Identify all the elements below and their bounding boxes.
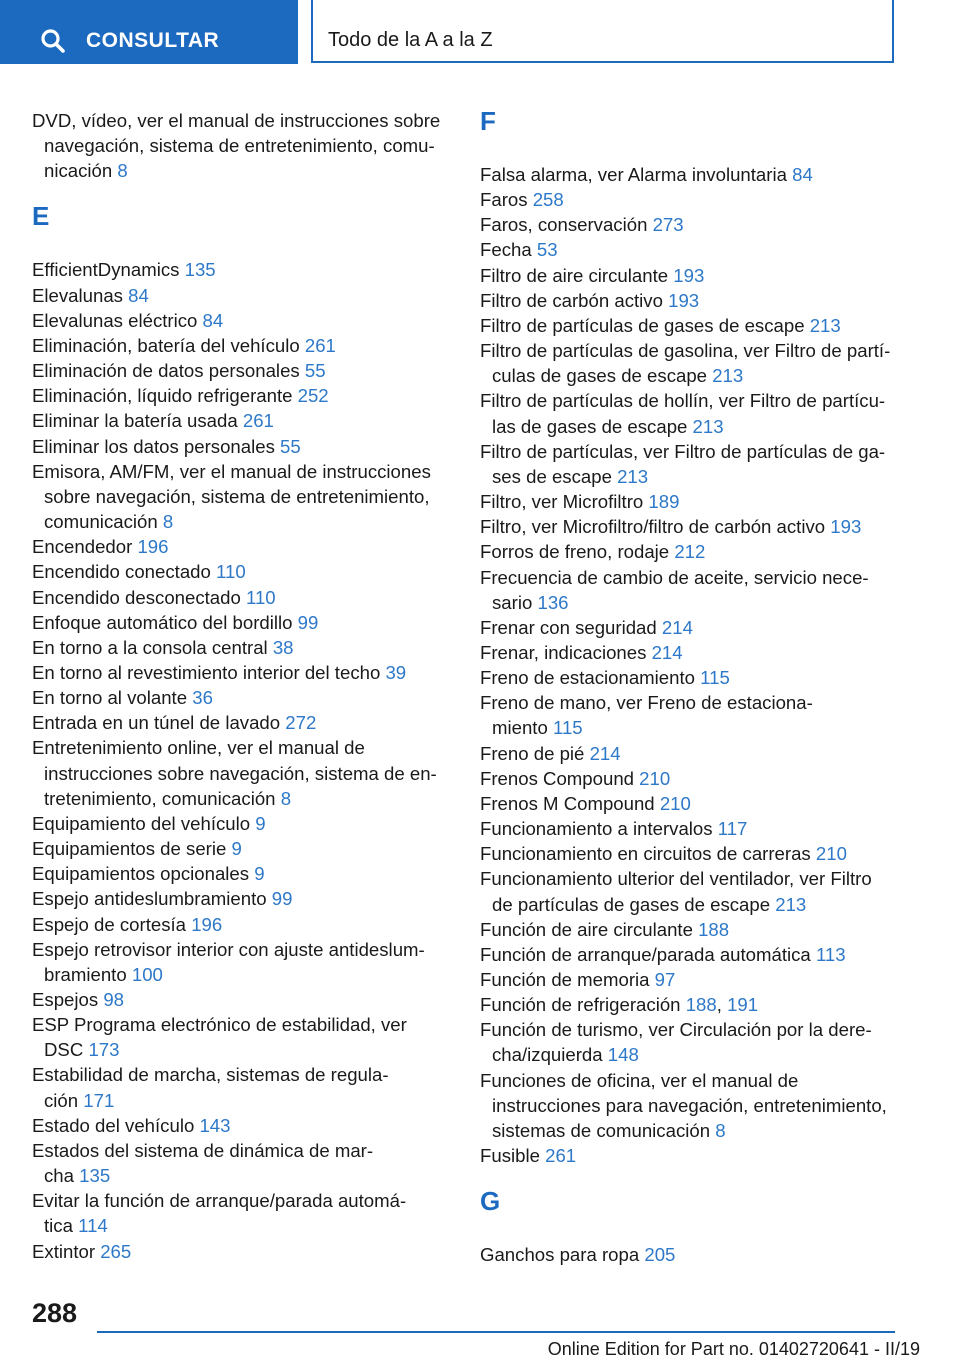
index-entry [32, 811, 452, 836]
edition-footer: Online Edition for Part no. 01402720641 - II/19 [547, 1339, 920, 1359]
index-entry-text: Encendido desconectado [32, 586, 241, 608]
page-reference-link[interactable]: 55 [280, 435, 301, 457]
index-entry [480, 539, 900, 564]
index-entry-text: Freno de pié [480, 742, 585, 764]
page-reference-link[interactable]: 8 [715, 1119, 726, 1141]
page-reference-link[interactable]: 210 [815, 843, 847, 865]
page-reference-link[interactable]: 9 [254, 863, 265, 885]
page-reference-link[interactable]: 148 [607, 1044, 639, 1066]
index-entry [32, 1113, 452, 1138]
index-entry [32, 1239, 452, 1264]
index-entry-text: Entrada en un túnel de lavado [32, 712, 281, 734]
consultar-button[interactable] [0, 0, 298, 64]
page-reference-link[interactable]: 84 [792, 164, 813, 185]
index-entry [480, 1017, 900, 1067]
index-entry-text: tretenimiento, comunicación [44, 787, 276, 809]
page-reference-link[interactable]: 213 [617, 465, 649, 487]
index-title-tab[interactable] [311, 0, 894, 63]
index-entry-text: Freno de estacionamiento [480, 667, 695, 689]
page-reference-link[interactable]: 9 [255, 812, 266, 834]
page-reference-link[interactable]: 100 [131, 963, 163, 985]
page-reference-link[interactable]: 189 [648, 491, 680, 513]
page-reference-link[interactable]: 115 [552, 717, 583, 739]
index-entry [480, 565, 900, 615]
search-icon [40, 28, 66, 54]
index-entry [32, 257, 452, 282]
page-reference-link[interactable]: 272 [285, 712, 317, 734]
index-column-right [480, 108, 900, 1267]
index-entry [480, 640, 900, 665]
index-entry [32, 333, 452, 358]
page-reference-link[interactable]: 214 [661, 616, 693, 638]
index-entry-text: sistemas de comunicación [492, 1119, 711, 1141]
index-entry [480, 665, 900, 690]
index-entry-text: Filtro de aire circulante [480, 264, 669, 286]
index-entry-text: Eliminar los datos personales [32, 435, 275, 457]
index-entry [480, 791, 900, 816]
page-reference-link[interactable]: 84 [202, 309, 224, 331]
index-entry [480, 741, 900, 766]
page-reference-link[interactable]: 188 [698, 918, 730, 940]
index-entry [480, 388, 900, 438]
index-entry-text: Estados del sistema de dinámica de mar- [32, 1139, 374, 1161]
index-entry-text: Filtro de partículas, ver Filtro de partículas de ga- [480, 440, 886, 462]
index-entry-text: ses de escape [492, 465, 612, 487]
index-entry-text: Espejo retrovisor interior con ajuste antideslum- [32, 938, 425, 960]
section-letter-heading: G [480, 1186, 501, 1217]
page-reference-link[interactable]: 193 [668, 289, 700, 311]
page-reference-link[interactable]: 210 [639, 767, 671, 789]
index-entry-text: Filtro de partículas de hollín, ver Filtro de partícu- [480, 390, 886, 412]
page-reference-link[interactable]: 135 [79, 1165, 111, 1187]
index-entry-text: Equipamiento del vehículo [32, 812, 251, 834]
index-entry [480, 338, 900, 388]
page-reference-link[interactable]: 84 [128, 284, 149, 306]
page-reference-link[interactable]: 261 [545, 1145, 577, 1167]
index-entry [32, 358, 452, 383]
index-entry [480, 841, 900, 866]
index-entry [32, 886, 452, 911]
index-entry: Función de refrigeración 188, 191 [480, 994, 759, 1016]
page-reference-link[interactable]: 143 [199, 1114, 231, 1136]
index-entry-text: Funciones de oficina, ver el manual de [480, 1069, 799, 1091]
page-reference-link[interactable]: 173 [88, 1039, 120, 1061]
index-entry-text: Estabilidad de marcha, sistemas de regula- [32, 1064, 389, 1086]
page-reference-link[interactable]: 99 [297, 611, 319, 633]
index-entry-text: navegación, sistema de entretenimiento, comu- [44, 135, 435, 157]
index-entry-text: En torno a la consola central [32, 636, 268, 658]
index-entry [32, 383, 452, 408]
index-entry-text: Frenar, indicaciones [480, 641, 647, 663]
index-entry-text: Forros de freno, rodaje [480, 541, 670, 563]
index-entry [480, 816, 900, 841]
page-reference-link[interactable]: 8 [162, 511, 174, 533]
index-entry-text: Frenar con seguridad [480, 616, 657, 638]
page-reference-link[interactable]: 115 [700, 667, 730, 689]
index-entry [480, 237, 900, 262]
page-reference-link[interactable]: 114 [78, 1215, 108, 1237]
page-reference-link[interactable]: 191 [727, 994, 759, 1016]
index-entry [480, 967, 900, 992]
index-entry [32, 685, 452, 710]
section-letter-heading: F [480, 106, 496, 136]
index-entry-text: Frenos M Compound [480, 792, 655, 814]
index-entry [480, 439, 900, 489]
index-entry-text: Eliminación, batería del vehículo [32, 334, 300, 356]
index-entry-text: Fecha [480, 239, 532, 261]
index-entry-text: Funcionamiento ulterior del ventilador, ver Filtro [480, 868, 872, 890]
index-entry-text: cha [44, 1165, 74, 1187]
index-entry-text: Enfoque automático del bordillo [32, 611, 293, 633]
index-entry-text: ESP Programa electrónico de estabilidad, ver [32, 1014, 407, 1036]
index-entry [480, 615, 900, 640]
page-reference-link[interactable]: 273 [652, 214, 684, 236]
index-entry [32, 1062, 452, 1112]
index-entry [480, 514, 900, 539]
index-entry-text: Elevalunas eléctrico [32, 309, 198, 331]
index-entry-text: Ganchos para ropa [480, 1244, 640, 1266]
page-reference-link[interactable]: 99 [271, 888, 293, 910]
index-entry-text: Funcionamiento a intervalos [480, 818, 713, 840]
page-reference-link[interactable]: 210 [659, 792, 691, 814]
index-entry-text: Filtro, ver Microfiltro/filtro de carbón activo [480, 516, 826, 538]
page-reference-link[interactable]: 214 [651, 641, 683, 663]
index-entry-text: bramiento [44, 963, 127, 985]
index-entry-text: Entretenimiento online, ver el manual de [32, 737, 365, 759]
index-entry-text: Función de arranque/parada automática [480, 943, 811, 965]
index-entry [480, 1068, 900, 1143]
index-entry-text: Evitar la función de arranque/parada automá- [32, 1190, 407, 1212]
index-entry-text: Equipamientos opcionales [32, 863, 250, 885]
index-entry [32, 836, 452, 861]
index-entry [32, 735, 452, 810]
index-entry [480, 162, 900, 187]
index-entry-text: Función de refrigeración [480, 994, 681, 1016]
index-entry-text: Filtro de carbón activo [480, 289, 663, 311]
section-letter-heading: E [32, 201, 50, 232]
page-reference-link[interactable]: 213 [692, 415, 724, 437]
page-reference-link[interactable]: 8 [280, 787, 292, 809]
index-entry-text: Falsa alarma, ver Alarma involuntaria [480, 164, 787, 185]
index-entry-text: Equipamientos de serie [32, 838, 227, 860]
index-title: Todo de la A a la Z [328, 29, 493, 51]
index-entry-text: culas de gases de escape [492, 365, 708, 387]
index-entry-text: comunicación [44, 511, 158, 533]
page-reference-link[interactable]: 38 [272, 636, 294, 658]
consultar-label: CONSULTAR [86, 29, 220, 52]
index-entry [32, 937, 452, 987]
index-entry-text: miento [492, 717, 548, 739]
index-entry [480, 690, 900, 740]
index-entry-text: las de gases de escape [492, 415, 688, 437]
index-entry [32, 635, 452, 660]
page-reference-link[interactable]: 261 [242, 410, 274, 432]
index-entry-text: Eliminar la batería usada [32, 410, 238, 432]
index-entry [32, 434, 452, 459]
index-entry-text: DSC [44, 1039, 84, 1061]
index-entry [32, 610, 452, 635]
top-bar [0, 0, 960, 66]
page-reference-link[interactable]: 53 [536, 239, 558, 261]
index-entry [32, 559, 452, 584]
index-entry [480, 187, 900, 212]
index-entry-text: Función de aire circulante [480, 918, 693, 940]
index-entry [480, 263, 900, 288]
index-entry [480, 1143, 900, 1168]
index-entry-text: Faros, conservación [480, 214, 648, 236]
index-entry [32, 912, 452, 937]
page-reference-link[interactable]: 97 [654, 969, 676, 990]
index-entry [480, 1242, 900, 1267]
index-entry [32, 861, 452, 886]
index-entry [32, 710, 452, 735]
index-entry [32, 408, 452, 433]
index-entry-text: Espejo antideslumbramiento [32, 888, 267, 910]
page-reference-link[interactable]: 261 [304, 334, 336, 356]
page-reference-link[interactable]: 265 [100, 1240, 132, 1262]
page-reference-link[interactable]: 258 [532, 189, 564, 211]
index-entry-text: Filtro de partículas de gases de escape [480, 314, 805, 336]
page-number: 288 [32, 1298, 78, 1328]
index-entry [480, 489, 900, 514]
index-entry-text: Funcionamiento en circuitos de carreras [480, 843, 811, 865]
index-entry-text: Freno de mano, ver Freno de estaciona- [480, 692, 813, 714]
page-reference-link[interactable]: 193 [673, 264, 705, 286]
index-entry-text: nicación [44, 160, 113, 182]
page-reference-link[interactable]: 205 [644, 1244, 676, 1266]
page-reference-link[interactable]: 117 [717, 818, 748, 840]
index-column-left [32, 108, 452, 1264]
index-entry-text: Eliminación de datos personales [32, 360, 300, 382]
index-entry [480, 917, 900, 942]
index-entry [32, 1138, 452, 1188]
index-entry-text: tica [44, 1215, 73, 1237]
index-entry [32, 1012, 452, 1062]
index-entry-text: cha/izquierda [492, 1044, 603, 1066]
index-entry [32, 308, 452, 333]
page-reference-link[interactable]: 196 [137, 536, 169, 558]
page-reference-link[interactable]: 212 [674, 541, 706, 563]
index-entry [32, 459, 452, 534]
index-entry [32, 987, 452, 1012]
page-reference-link[interactable]: 36 [192, 687, 213, 709]
index-entry-text: En torno al revestimiento interior del techo [32, 661, 381, 683]
index-entry-text: Filtro de partículas de gasolina, ver Filtro de partí- [480, 340, 891, 362]
page-reference-link[interactable]: 8 [117, 160, 128, 182]
page-reference-link[interactable]: 113 [815, 943, 846, 965]
index-entry [480, 866, 900, 916]
index-entry [32, 108, 452, 183]
page-reference-link[interactable]: 110 [216, 561, 246, 583]
page-reference-link[interactable]: 39 [385, 661, 407, 683]
index-entry-text: Función de turismo, ver Circulación por la dere- [480, 1019, 872, 1041]
page-reference-link[interactable]: 188 [685, 994, 717, 1016]
index-entry [32, 283, 452, 308]
index-entry-text: Espejos [32, 989, 99, 1010]
index-entry-text: Extintor [32, 1240, 96, 1262]
index-entry-text: sobre navegación, sistema de entretenimiento, [44, 485, 430, 507]
footer-divider [97, 1331, 895, 1333]
index-entry-text: Faros [480, 189, 528, 211]
index-entry [480, 942, 900, 967]
page-reference-link[interactable]: 135 [184, 259, 216, 281]
index-entry-text: sario [492, 591, 533, 613]
index-entry [480, 288, 900, 313]
index-entry [480, 212, 900, 237]
index-entry-text: En torno al volante [32, 687, 188, 709]
index-entry [480, 766, 900, 791]
page-reference-link[interactable]: 98 [103, 989, 125, 1010]
index-entry-text: Eliminación, líquido refrigerante [32, 385, 293, 407]
page-reference-link[interactable]: 9 [231, 838, 242, 860]
index-entry [32, 534, 452, 559]
index-entry-text: instrucciones sobre navegación, sistema de en- [44, 762, 437, 784]
index-entry-text: EfficientDynamics [32, 259, 180, 281]
page-reference-link[interactable]: 171 [83, 1089, 115, 1111]
page-reference-link[interactable]: 110 [246, 586, 276, 608]
index-entry-text: Fusible [480, 1145, 540, 1167]
index-entry-text: Encendedor [32, 536, 133, 558]
index-entry-text: Espejo de cortesía [32, 913, 187, 935]
index-entry-text: ción [44, 1089, 79, 1111]
index-entry-text: Frenos Compound [480, 767, 634, 789]
index-entry [32, 660, 452, 685]
index-entry-text: Frecuencia de cambio de aceite, servicio nece- [480, 566, 869, 588]
index-entry [480, 313, 900, 338]
index-entry-text: de partículas de gases de escape [492, 893, 771, 915]
page-reference-link[interactable]: 213 [809, 314, 841, 336]
page-reference-link[interactable]: 252 [297, 385, 329, 407]
page-reference-link[interactable]: 196 [191, 913, 223, 935]
index-entry-text: Estado del vehículo [32, 1114, 195, 1136]
page-reference-link[interactable]: 213 [712, 365, 744, 387]
index-entry-text: Función de memoria [480, 969, 650, 990]
index-entry-text: Filtro, ver Microfiltro [480, 491, 644, 513]
index-entry-text: Elevalunas [32, 284, 123, 306]
page-reference-link[interactable]: 214 [589, 742, 621, 764]
page-reference-link[interactable]: 213 [775, 893, 807, 915]
page-reference-link[interactable]: 55 [304, 360, 326, 382]
page-reference-link[interactable]: 136 [537, 591, 569, 613]
index-entry-text: instrucciones para navegación, entretenimiento, [492, 1094, 887, 1116]
index-entry [32, 585, 452, 610]
index-entry [32, 1188, 452, 1238]
index-entry-text: DVD, vídeo, ver el manual de instrucciones sobre [32, 110, 441, 131]
index-entry-text: Encendido conectado [32, 561, 211, 583]
index-entry-text: Emisora, AM/FM, ver el manual de instrucciones [32, 460, 431, 482]
page-reference-link[interactable]: 193 [830, 516, 862, 538]
